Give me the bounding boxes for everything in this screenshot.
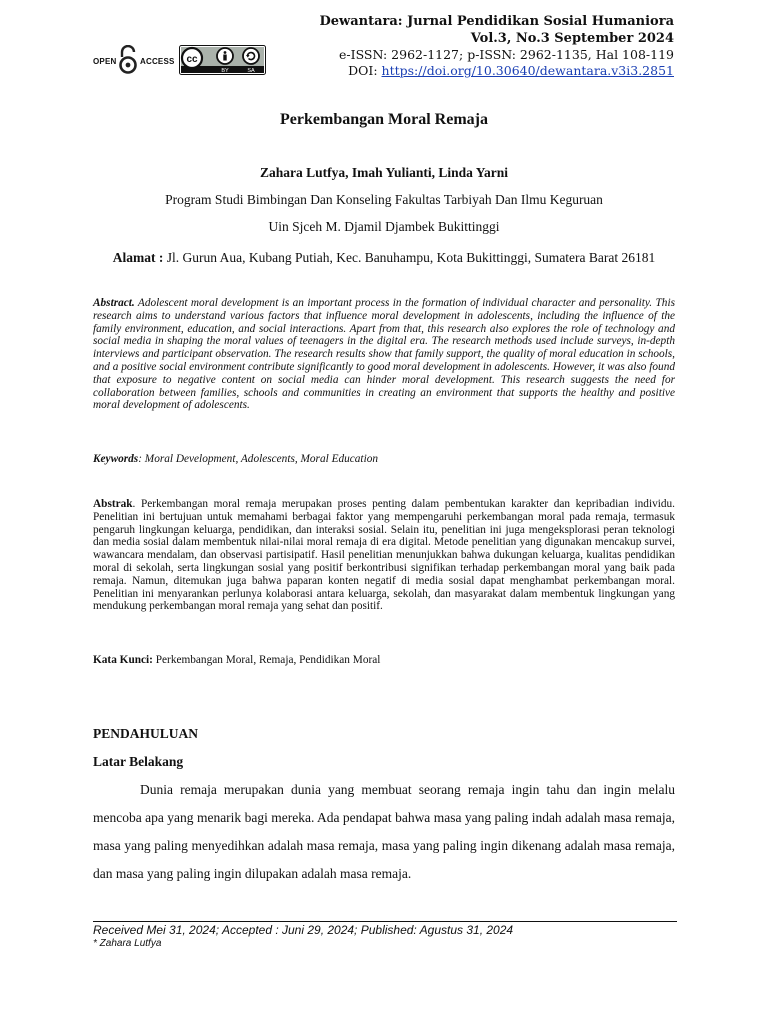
article-authors: Zahara Lutfya, Imah Yulianti, Linda Yarni [260,165,508,180]
section-heading: PENDAHULUAN [93,726,199,741]
journal-volume: Vol.3, No.3 September 2024 [470,31,674,46]
affiliation-line-1: Program Studi Bimbingan Dan Konseling Fakultas Tarbiyah Dan Ilmu Keguruan [165,192,603,207]
abstract-indonesian-label: Abstrak [93,498,133,510]
keywords-indonesian [93,654,675,666]
subsection-heading: Latar Belakang [93,754,184,769]
keywords-indonesian-label: Kata Kunci: [93,654,153,666]
open-access-lock-icon [118,45,138,75]
author-address [0,250,768,266]
svg-text:cc: cc [186,54,198,65]
footnote-divider [93,921,677,922]
address-label: Alamat : [112,250,164,265]
journal-doi [348,63,674,78]
license-sa-label: SA [247,68,255,74]
body-paragraph: Dunia remaja merupakan dunia yang membuat seorang remaja ingin tahu dan ingin melalu mencoba apa yang menarik bagi mereka. Ada pendapat bahwa masa yang paling indah adalah masa remaja, masa yang paling menyedihkan adalah masa remaja, masa yang paling ingin dikenang adalah masa remaja, dan masa yang paling ingin dilupakan adalah masa remaja. [93,782,675,881]
journal-name: Dewantara: Jurnal Pendidikan Sosial Humaniora [319,14,674,29]
abstract-indonesian-text: . Perkembangan moral remaja merupakan proses penting dalam pembentukan karakter dan kepribadian individu. Penelitian ini bertujuan untuk memahami berbagai faktor yang mempengaruhi perkembangan moral pada remaja, termasuk pengaruh lingkungan keluarga, pendidikan, dan interaksi sosial. Selain itu, penelitian ini juga mengeksplorasi peran teknologi dan media sosial dalam membentuk nilai-nilai moral remaja di era digital. Metode penelitian yang digunakan mencakup survei, wawancara mendalam, dan observasi partisipatif. Hasil penelitian menunjukkan bahwa dukungan keluarga, kualitas pendidikan moral di sekolah, serta lingkungan sosial yang positif berkontribusi signifikan terhadap perkembangan moral yang baik pada remaja. Namun, ditemukan juga bahwa paparan konten negatif di media sosial dapat menghambat perkembangan moral. Penelitian ini menyarankan perlunya kolaborasi antara keluarga, sekolah, dan masyarakat dalam membentuk lingkungan yang mendukung perkembangan moral remaja yang sehat dan positif. [93,498,675,613]
keywords-english [93,453,675,465]
doi-label: DOI: [348,63,382,78]
keywords-english-label: Keywords [93,453,139,465]
license-by-label: BY [221,68,229,74]
abstract-english [93,297,675,412]
open-access-label-open: OPEN [93,57,117,66]
footnote-corresponding-author: * Zahara Lutfya [93,938,162,949]
cc-by-sa-badge [179,45,266,75]
abstract-indonesian [93,498,675,613]
journal-issn: e-ISSN: 2962-1127; p-ISSN: 2962-1135, Hal 108-119 [339,47,674,62]
footnote-dates: Received Mei 31, 2024; Accepted : Juni 29, 2024; Published: Agustus 31, 2024 [93,923,514,937]
affiliation-line-2: Uin Sjceh M. Djamil Djambek Bukittinggi [268,219,500,234]
keywords-indonesian-text: Perkembangan Moral, Remaja, Pendidikan Moral [152,654,381,666]
keywords-english-text: : Moral Development, Adolescents, Moral Education [138,453,379,465]
open-access-label-access: ACCESS [140,57,175,66]
doi-link[interactable]: https://doi.org/10.30640/dewantara.v3i3.2851 [381,63,674,78]
address-text: Jl. Gurun Aua, Kubang Putiah, Kec. Banuhampu, Kota Bukittinggi, Sumatera Barat 26181 [163,250,656,265]
abstract-english-label: Abstract. [93,297,135,309]
article-title: Perkembangan Moral Remaja [280,111,488,128]
abstract-english-text: Adolescent moral development is an important process in the formation of individual character and personality. This research aims to understand various factors that influence moral development in adolescents, including the influence of the family environment, education, and social interactions. Apart from that, this research also explores the role of technology and social media in shaping the moral values of teenagers in the digital era. The research methods used include surveys, in-depth interviews and participant observation. The research results show that family support, the quality of moral education in schools, and a positive social environment contribute significantly to good moral development in adolescents. However, it was also found that exposure to negative content on social media can hinder moral development. This research suggests the need for collaboration between families, schools and communities in creating an environment that supports the healthy and positive moral development of adolescents. [93,297,675,412]
